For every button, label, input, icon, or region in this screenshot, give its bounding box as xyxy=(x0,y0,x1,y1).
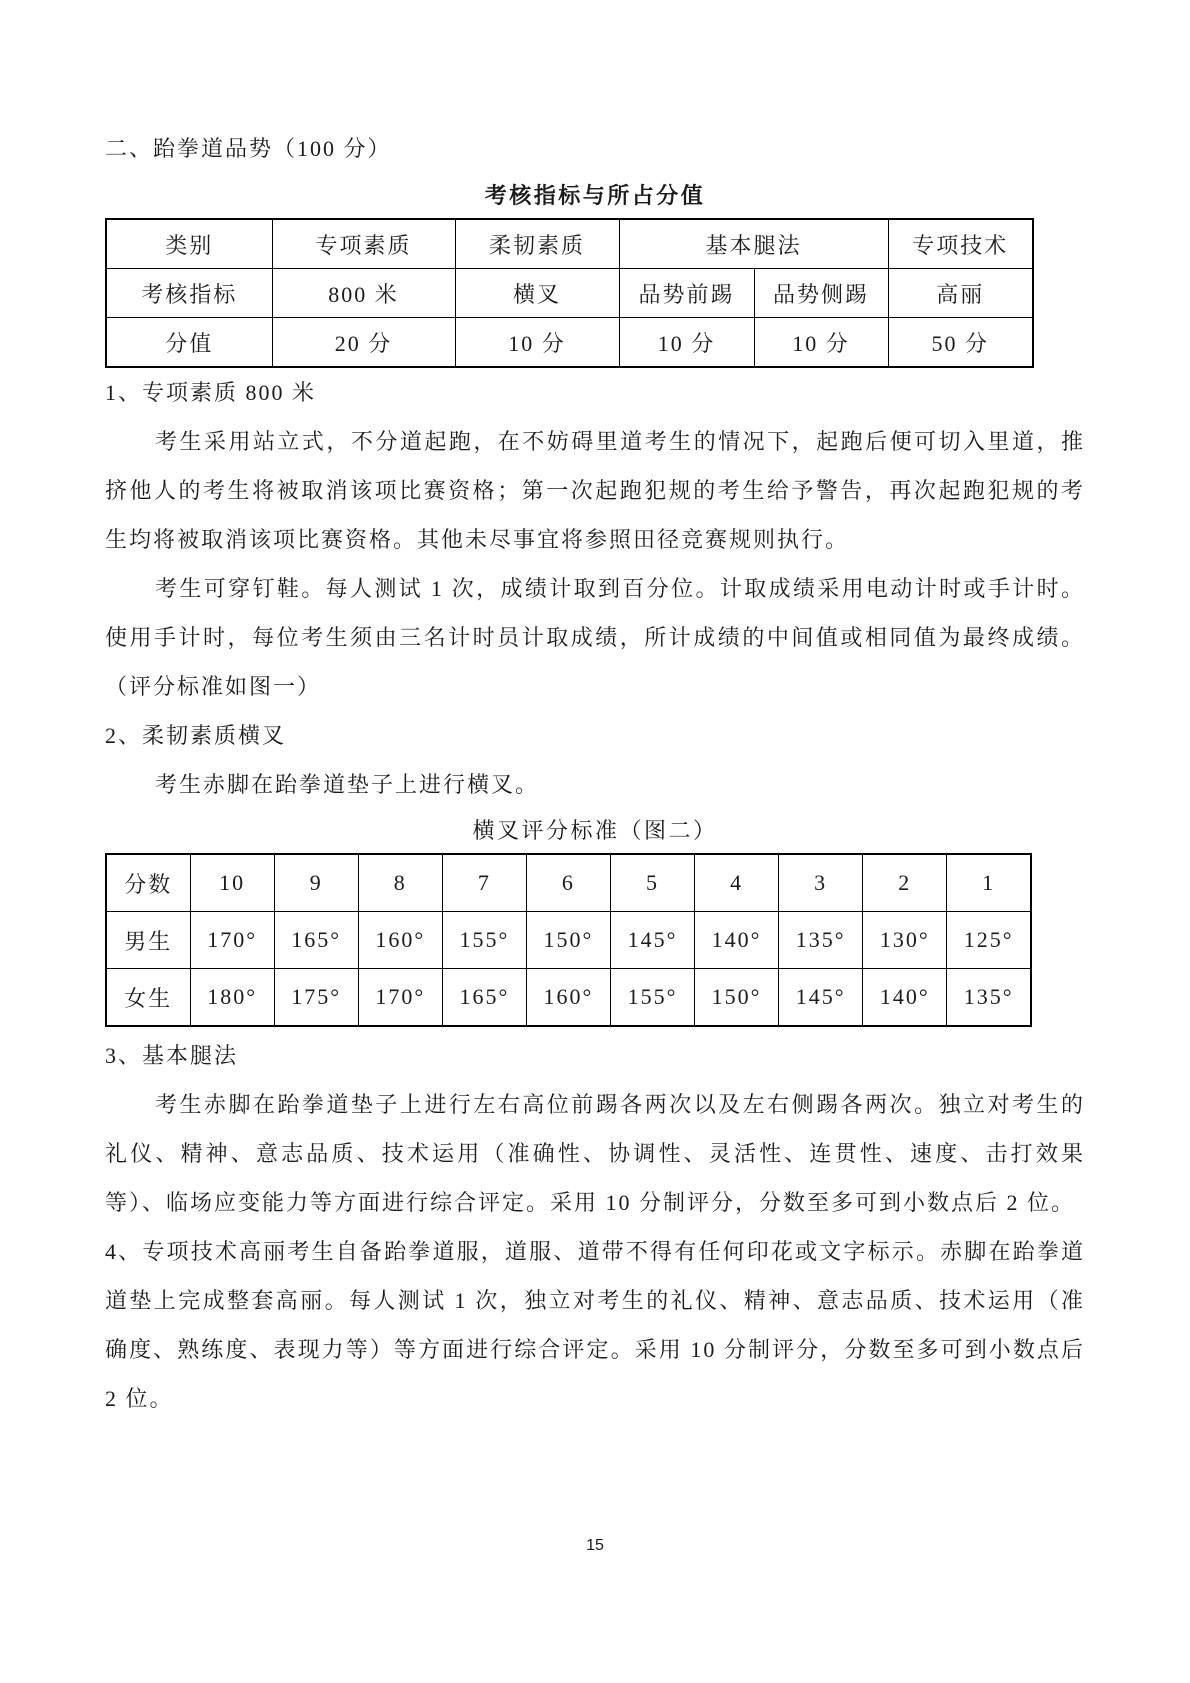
table-cell: 155° xyxy=(442,912,526,969)
table-cell: 20 分 xyxy=(272,318,455,368)
table-row xyxy=(106,969,1031,1027)
table-cell: 品势前踢 xyxy=(619,269,754,318)
table-row xyxy=(106,854,1031,912)
table-cell: 8 xyxy=(358,854,442,912)
table-cell: 专项技术 xyxy=(888,219,1033,269)
table-cell: 10 xyxy=(190,854,274,912)
table-cell: 类别 xyxy=(106,219,272,269)
table-cell: 2 xyxy=(863,854,947,912)
table-cell: 6 xyxy=(526,854,610,912)
table-cell: 170° xyxy=(358,969,442,1027)
table-cell: 145° xyxy=(779,969,863,1027)
table-cell: 1 xyxy=(947,854,1031,912)
table-cell: 专项素质 xyxy=(272,219,455,269)
table-cell: 180° xyxy=(190,969,274,1027)
table-cell: 155° xyxy=(610,969,694,1027)
table-cell: 9 xyxy=(274,854,358,912)
table-cell: 女生 xyxy=(106,969,190,1027)
table-cell: 140° xyxy=(863,969,947,1027)
table-row xyxy=(106,912,1031,969)
table-cell: 165° xyxy=(442,969,526,1027)
table-cell: 3 xyxy=(779,854,863,912)
table-cell: 考核指标 xyxy=(106,269,272,318)
table-cell: 10 分 xyxy=(754,318,888,368)
section3-paragraph-1: 考生赤脚在跆拳道垫子上进行左右高位前踢各两次以及左右侧踢各两次。独立对考生的礼仪、精神、意志品质、技术运用（准确性、协调性、灵活性、连贯性、速度、击打效果等）、临场应变能力等方面进行综合评定。采用 10 分制评分，分数至多可到小数点后 2 位。 xyxy=(105,1092,1085,1215)
score-table xyxy=(105,218,1034,368)
table-cell: 160° xyxy=(526,969,610,1027)
table-cell: 50 分 xyxy=(888,318,1033,368)
section3-heading: 3、基本腿法 xyxy=(105,1043,239,1068)
table-cell: 135° xyxy=(779,912,863,969)
document-content xyxy=(105,124,1085,1423)
section2-heading: 2、柔韧素质横叉 xyxy=(105,723,287,748)
table-cell: 4 xyxy=(695,854,779,912)
table-cell: 5 xyxy=(610,854,694,912)
split-table-caption: 横叉评分标准（图二） xyxy=(472,818,718,843)
table-cell: 10 分 xyxy=(619,318,754,368)
score-table-caption: 考核指标与所占分值 xyxy=(484,183,706,208)
table-cell: 125° xyxy=(947,912,1031,969)
section4-paragraph-1: 4、专项技术高丽考生自备跆拳道服，道服、道带不得有任何印花或文字标示。赤脚在跆拳道道垫上完成整套高丽。每人测试 1 次，独立对考生的礼仪、精神、意志品质、技术运用（准确度、熟练度、表现力等）等方面进行综合评定。采用 10 分制评分，分数至多可到小数点后 2 位。 xyxy=(105,1239,1085,1411)
section1-heading: 1、专项素质 800 米 xyxy=(105,380,317,405)
table-cell: 基本腿法 xyxy=(619,219,888,269)
table-cell: 品势侧踢 xyxy=(754,269,888,318)
table-cell: 7 xyxy=(442,854,526,912)
table-row xyxy=(106,269,1033,318)
section2-paragraph-1: 考生赤脚在跆拳道垫子上进行横叉。 xyxy=(155,772,540,797)
table-cell: 165° xyxy=(274,912,358,969)
section-title: 二、跆拳道品势（100 分） xyxy=(105,136,392,161)
table-cell: 高丽 xyxy=(888,269,1033,318)
table-cell: 145° xyxy=(610,912,694,969)
table-cell: 150° xyxy=(695,969,779,1027)
table-cell: 柔韧素质 xyxy=(455,219,619,269)
table-cell: 135° xyxy=(947,969,1031,1027)
split-table xyxy=(105,853,1032,1027)
table-cell: 160° xyxy=(358,912,442,969)
section1-paragraph-2: 考生可穿钉鞋。每人测试 1 次，成绩计取到百分位。计取成绩采用电动计时或手计时。使用手计时，每位考生须由三名计时员计取成绩，所计成绩的中间值或相同值为最终成绩。（评分标准如图一） xyxy=(105,576,1085,699)
table-cell: 150° xyxy=(526,912,610,969)
table-row xyxy=(106,219,1033,269)
table-row xyxy=(106,318,1033,368)
table-cell: 分值 xyxy=(106,318,272,368)
table-cell: 170° xyxy=(190,912,274,969)
table-cell: 横叉 xyxy=(455,269,619,318)
table-cell: 800 米 xyxy=(272,269,455,318)
table-cell: 男生 xyxy=(106,912,190,969)
page-number: 15 xyxy=(586,1537,604,1554)
table-cell: 130° xyxy=(863,912,947,969)
table-cell: 分数 xyxy=(106,854,190,912)
table-cell: 10 分 xyxy=(455,318,619,368)
table-cell: 175° xyxy=(274,969,358,1027)
table-cell: 140° xyxy=(695,912,779,969)
section1-paragraph-1: 考生采用站立式，不分道起跑，在不妨碍里道考生的情况下，起跑后便可切入里道，推挤他人的考生将被取消该项比赛资格；第一次起跑犯规的考生给予警告，再次起跑犯规的考生均将被取消该项比赛资格。其他未尽事宜将参照田径竞赛规则执行。 xyxy=(105,429,1085,552)
